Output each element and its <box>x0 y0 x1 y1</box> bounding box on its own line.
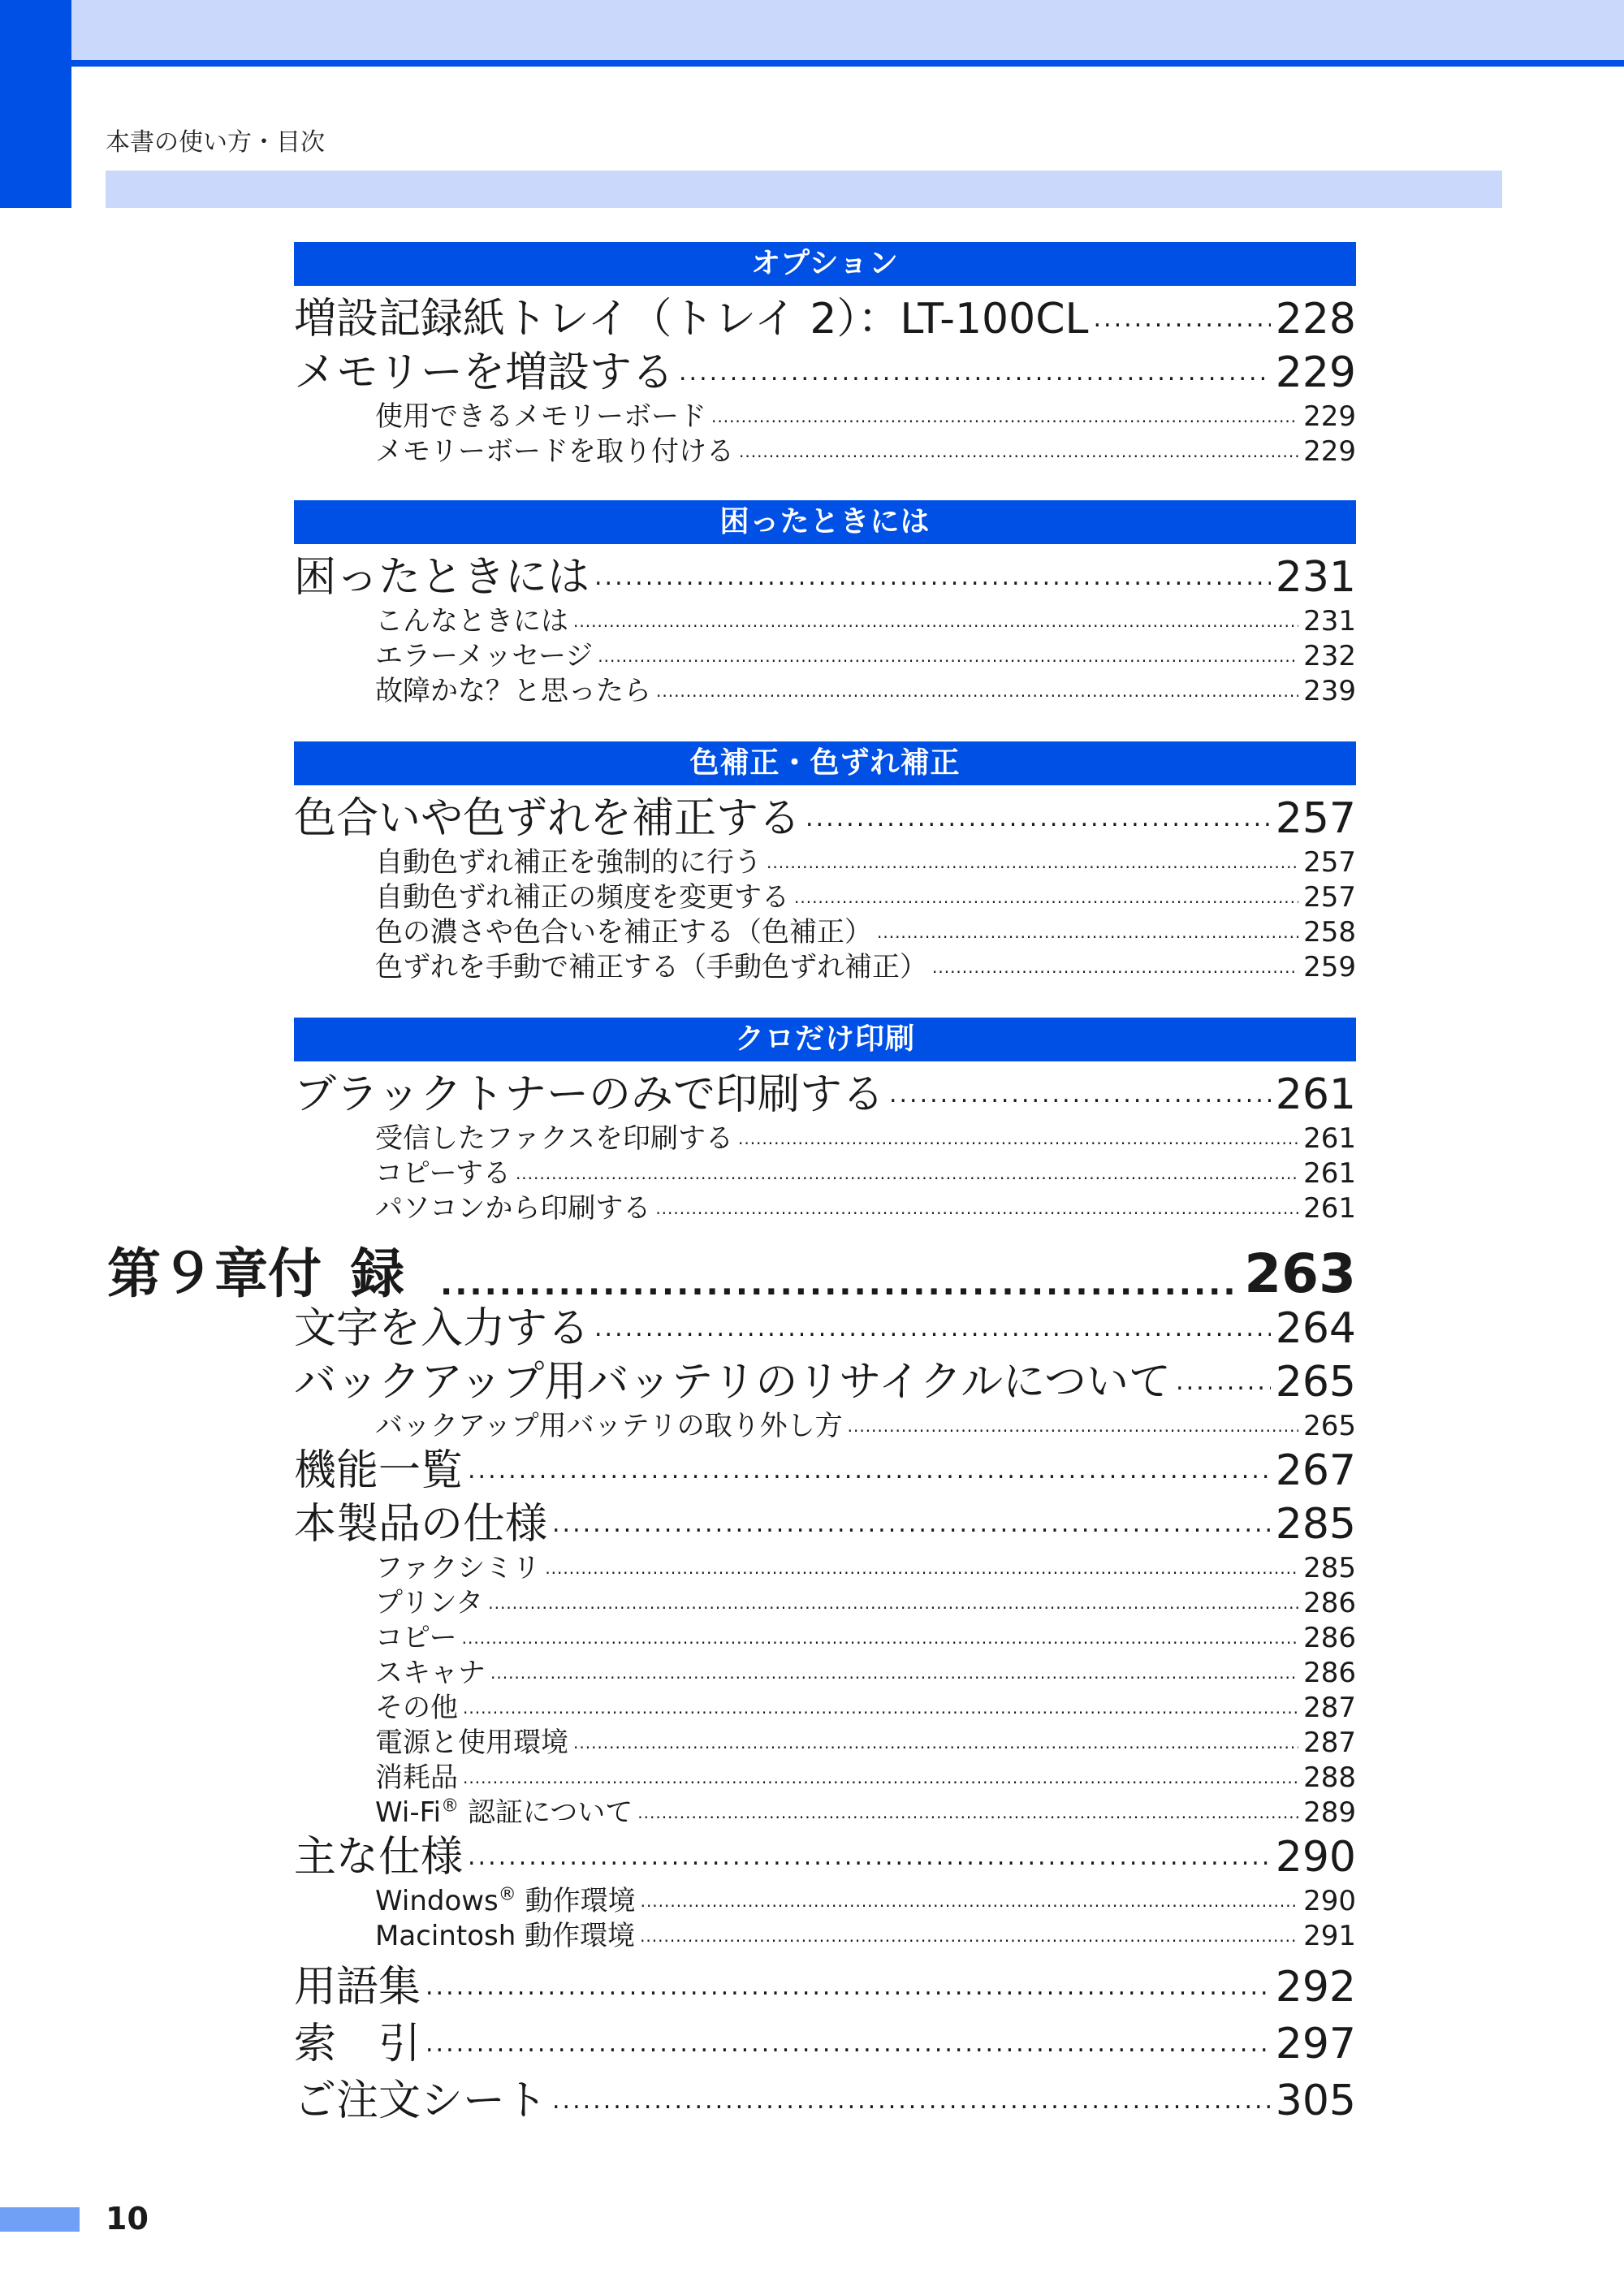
dot-leader <box>877 912 1298 950</box>
toc-entry[interactable] <box>294 1302 1356 1355</box>
dot-leader <box>468 1437 1271 1498</box>
entry-title: 色ずれを手動で補正する（手動色ずれ補正） <box>375 951 927 983</box>
entry-page: 289 <box>1303 1796 1356 1829</box>
entry-title: 自動色ずれ補正の頻度を変更する <box>375 881 789 914</box>
toc-subentry[interactable] <box>294 1761 1356 1796</box>
entry-title: プリンタ <box>375 1587 484 1619</box>
toc-subentry[interactable] <box>294 845 1356 880</box>
dot-leader <box>679 339 1271 400</box>
entry-title <box>375 1884 636 1919</box>
entry-title: 自動色ずれ補正を強制的に行う <box>375 846 762 879</box>
dot-leader <box>425 2011 1271 2071</box>
header-rule <box>71 60 1624 67</box>
toc-subentry[interactable] <box>294 880 1356 915</box>
entry-title: その他 <box>375 1692 458 1724</box>
toc-entry[interactable] <box>294 1068 1356 1122</box>
toc-subentry[interactable] <box>294 639 1356 674</box>
entry-page: 290 <box>1275 1833 1356 1882</box>
corner-accent-block <box>0 0 71 208</box>
entry-page: 264 <box>1275 1304 1356 1353</box>
entry-page: 231 <box>1275 553 1356 602</box>
dot-leader <box>1176 1349 1271 1409</box>
dot-leader <box>573 1722 1298 1761</box>
toc-subentry[interactable] <box>294 1586 1356 1621</box>
dot-leader <box>463 1688 1298 1726</box>
dot-leader <box>516 1153 1298 1191</box>
entry-title: コピー <box>375 1622 457 1654</box>
toc-section-color-correction <box>294 741 1356 985</box>
entry-page: 286 <box>1303 1587 1356 1619</box>
dot-leader <box>656 671 1298 709</box>
toc-subentry[interactable] <box>294 1884 1356 1919</box>
toc-subentry[interactable] <box>294 915 1356 950</box>
entry-page: 297 <box>1275 2020 1356 2068</box>
dot-leader <box>545 1548 1298 1586</box>
dot-leader <box>767 842 1298 880</box>
entry-title-main: Windows <box>375 1885 499 1917</box>
toc-section-black-only-print <box>294 1018 1356 1226</box>
entry-page: 265 <box>1303 1410 1356 1442</box>
entry-title: 消耗品 <box>375 1761 458 1794</box>
entry-page: 229 <box>1275 348 1356 397</box>
entry-title: 文字を入力する <box>294 1304 590 1353</box>
toc-subentry[interactable] <box>294 1919 1356 1954</box>
toc-section-troubleshooting <box>294 500 1356 709</box>
entry-page: 261 <box>1303 1157 1356 1190</box>
dot-leader <box>462 1618 1298 1656</box>
entry-page: 265 <box>1275 1358 1356 1407</box>
entry-page: 291 <box>1303 1920 1356 1952</box>
dot-leader <box>425 1954 1271 2014</box>
entry-page: 288 <box>1303 1761 1356 1794</box>
section-heading: オプション <box>294 242 1356 286</box>
entry-page: 257 <box>1303 846 1356 879</box>
toc-section-options <box>294 242 1356 469</box>
entry-title: Macintosh 動作環境 <box>375 1920 636 1952</box>
toc-subentry[interactable] <box>294 674 1356 709</box>
chapter-title: 付録 <box>268 1243 434 1305</box>
section-heading: 色補正・色ずれ補正 <box>294 741 1356 785</box>
toc-subentry[interactable] <box>294 604 1356 639</box>
entry-title-main: Wi-Fi <box>375 1796 442 1829</box>
entry-title: 主な仕様 <box>294 1833 464 1882</box>
toc-subentry[interactable] <box>294 1156 1356 1191</box>
entry-page: 228 <box>1275 295 1356 344</box>
dot-leader <box>552 2068 1271 2128</box>
dot-leader <box>806 785 1271 845</box>
entry-page: 261 <box>1275 1070 1356 1119</box>
toc-entry[interactable] <box>294 2074 1356 2128</box>
entry-page: 287 <box>1303 1692 1356 1724</box>
table-of-contents <box>294 242 1356 1226</box>
entry-title: 受信したファクスを印刷する <box>375 1122 733 1155</box>
entry-page: 292 <box>1275 1963 1356 2012</box>
entry-title: メモリーを増設する <box>294 348 675 397</box>
entry-page: 285 <box>1275 1500 1356 1549</box>
dot-leader <box>594 1295 1271 1355</box>
entry-title: コピーする <box>375 1157 511 1190</box>
entry-page: 261 <box>1303 1122 1356 1155</box>
header-sub-band <box>106 171 1502 208</box>
header-band <box>71 0 1624 60</box>
dot-leader <box>594 544 1271 604</box>
dot-leader <box>641 1881 1299 1919</box>
dot-leader <box>794 877 1298 915</box>
entry-title: こんなときには <box>375 605 568 638</box>
dot-leader <box>932 947 1298 985</box>
entry-title: パソコンから印刷する <box>375 1192 651 1225</box>
entry-title: 困ったときには <box>294 553 590 602</box>
toc-subentry[interactable] <box>294 1551 1356 1586</box>
dot-leader <box>598 636 1298 674</box>
toc-subentry[interactable] <box>294 400 1356 434</box>
toc-entry[interactable] <box>294 1830 1356 1884</box>
section-heading: 困ったときには <box>294 500 1356 544</box>
dot-leader <box>573 601 1298 639</box>
entry-page: 261 <box>1303 1192 1356 1225</box>
entry-page: 258 <box>1303 916 1356 949</box>
entry-page: 259 <box>1303 951 1356 983</box>
entry-page: 287 <box>1303 1727 1356 1759</box>
dot-leader <box>468 1824 1271 1884</box>
entry-title: ご注文シート <box>294 2077 548 2125</box>
toc-subentry[interactable] <box>294 950 1356 985</box>
entry-page: 285 <box>1303 1552 1356 1584</box>
entry-title: 色の濃さや色合いを補正する（色補正） <box>375 916 872 949</box>
dot-leader <box>640 1916 1298 1954</box>
entry-page: 232 <box>1303 640 1356 672</box>
breadcrumb: 本書の使い方・目次 <box>106 128 325 157</box>
dot-leader <box>739 431 1298 469</box>
entry-page: 257 <box>1303 881 1356 914</box>
toc-entry[interactable] <box>294 551 1356 604</box>
dot-leader <box>889 1061 1271 1122</box>
toc-subentry[interactable] <box>294 1726 1356 1761</box>
dot-leader <box>655 1188 1298 1226</box>
chapter-number: 第９章 <box>107 1243 268 1305</box>
toc-subentry[interactable] <box>294 1122 1356 1156</box>
entry-title: ブラックトナーのみで印刷する <box>294 1070 884 1119</box>
toc-entry[interactable] <box>294 1498 1356 1551</box>
entry-title: バックアップ用バッテリのリサイクルについて <box>294 1358 1172 1407</box>
chapter-contents <box>294 1302 1356 2128</box>
entry-title: 色合いや色ずれを補正する <box>294 794 801 843</box>
toc-subentry[interactable] <box>294 1656 1356 1691</box>
entry-title: 機能一覧 <box>294 1446 464 1495</box>
toc-entry[interactable] <box>294 1444 1356 1498</box>
toc-entry[interactable] <box>294 1960 1356 2014</box>
toc-entry[interactable] <box>294 346 1356 400</box>
entry-title-rest: 動作環境 <box>516 1885 636 1917</box>
dot-leader <box>711 396 1298 434</box>
registered-mark: ® <box>441 1796 460 1817</box>
entry-page: 257 <box>1275 794 1356 843</box>
entry-title: スキャナ <box>375 1657 486 1689</box>
dot-leader <box>738 1118 1298 1156</box>
entry-title: メモリーボードを取り付ける <box>375 435 734 468</box>
registered-mark: ® <box>498 1884 516 1905</box>
entry-page: 305 <box>1275 2077 1356 2125</box>
entry-page: 239 <box>1303 675 1356 707</box>
page-number: 10 <box>106 2201 149 2237</box>
dot-leader <box>488 1583 1298 1621</box>
entry-title: エラーメッセージ <box>375 640 594 672</box>
dot-leader <box>463 1757 1298 1796</box>
dot-leader <box>552 1491 1271 1551</box>
entry-title: 用語集 <box>294 1963 421 2012</box>
section-heading: クロだけ印刷 <box>294 1018 1356 1061</box>
entry-page: 229 <box>1303 400 1356 433</box>
footer-band <box>0 2207 80 2232</box>
entry-page: 286 <box>1303 1622 1356 1654</box>
toc-entry[interactable] <box>294 292 1356 346</box>
toc-entry[interactable] <box>294 792 1356 845</box>
entry-page: 231 <box>1303 605 1356 638</box>
entry-page: 229 <box>1303 435 1356 468</box>
entry-title: バックアップ用バッテリの取り外し方 <box>375 1410 843 1442</box>
entry-title: 使用できるメモリーボード <box>375 400 706 433</box>
entry-title: 増設記録紙トレイ（トレイ 2）：LT-100CL <box>294 295 1089 344</box>
entry-page: 290 <box>1303 1885 1356 1917</box>
toc-subentry[interactable] <box>294 1191 1356 1226</box>
entry-page: 286 <box>1303 1657 1356 1689</box>
toc-subentry[interactable] <box>294 434 1356 469</box>
entry-title-rest: 認証について <box>459 1796 633 1829</box>
entry-title: ファクシミリ <box>375 1552 541 1584</box>
entry-title: 電源と使用環境 <box>375 1727 568 1759</box>
entry-title: 索 引 <box>294 2020 421 2068</box>
entry-title: 故障かな？と思ったら <box>375 675 651 707</box>
dot-leader <box>1094 286 1271 346</box>
toc-subentry[interactable] <box>294 1621 1356 1656</box>
toc-entry[interactable] <box>294 2017 1356 2071</box>
toc-subentry[interactable] <box>294 1691 1356 1726</box>
chapter-page: 263 <box>1244 1243 1356 1305</box>
entry-title: 本製品の仕様 <box>294 1500 548 1549</box>
entry-page: 267 <box>1275 1446 1356 1495</box>
dot-leader <box>490 1653 1298 1691</box>
toc-entry[interactable] <box>294 1355 1356 1409</box>
